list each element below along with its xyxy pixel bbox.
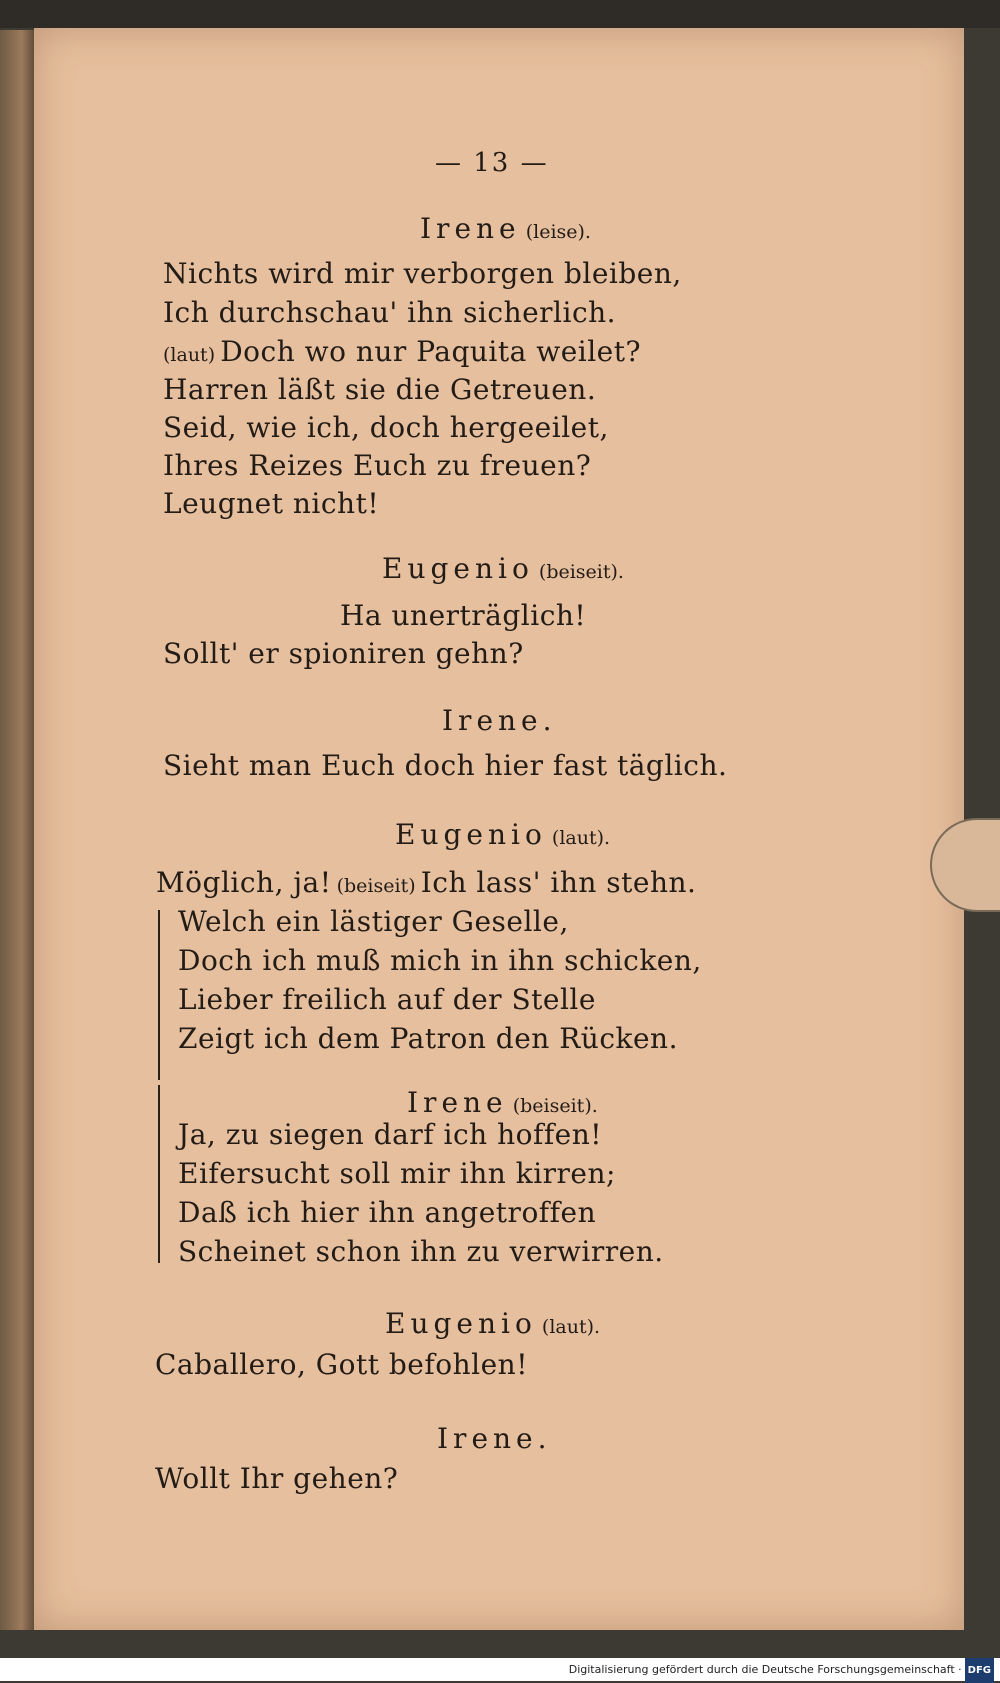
speaker-heading bbox=[395, 818, 610, 851]
verse-line: Doch ich muß mich in ihn schicken, bbox=[178, 944, 702, 977]
verse-line: Nichts wird mir verborgen bleiben, bbox=[163, 257, 682, 290]
verse-line: Seid, wie ich, doch hergeeilet, bbox=[163, 411, 609, 444]
verse-line: Daß ich hier ihn angetroffen bbox=[178, 1196, 597, 1229]
stage-direction: (laut). bbox=[551, 827, 611, 849]
verse-line-with-direction bbox=[156, 866, 696, 899]
verse-line: Welch ein lästiger Geselle, bbox=[178, 905, 569, 938]
verse-line: Harren läßt sie die Getreuen. bbox=[163, 373, 597, 406]
verse-line: Sollt' er spioniren gehn? bbox=[163, 637, 524, 670]
stage-direction: (leise). bbox=[525, 221, 591, 243]
speaker-name: Irene bbox=[407, 1086, 508, 1119]
speaker-heading bbox=[382, 552, 624, 585]
verse-line: Lieber freilich auf der Stelle bbox=[178, 983, 596, 1016]
verse-line: Ha unerträglich! bbox=[340, 599, 587, 632]
speaker-heading bbox=[442, 704, 557, 737]
digitization-footer bbox=[0, 1658, 1000, 1681]
scan-top-edge bbox=[0, 0, 1000, 28]
inline-direction: (beiseit) bbox=[336, 875, 416, 897]
stage-direction: (laut). bbox=[541, 1316, 601, 1338]
verse-line: Eifersucht soll mir ihn kirren; bbox=[178, 1157, 616, 1190]
footer-credit: Digitalisierung gefördert durch die Deutsche Forschungsgemeinschaft · bbox=[568, 1663, 962, 1676]
inline-direction: (laut) bbox=[163, 344, 216, 366]
verse-text: Doch wo nur Paquita weilet? bbox=[220, 335, 642, 368]
speaker-heading bbox=[420, 212, 591, 245]
stage-direction: (beiseit). bbox=[538, 561, 624, 583]
duet-bracket bbox=[158, 1085, 168, 1263]
verse-line: Zeigt ich dem Patron den Rücken. bbox=[178, 1022, 678, 1055]
speaker-name: Irene bbox=[420, 212, 521, 245]
verse-line: Ich durchschau' ihn sicherlich. bbox=[163, 296, 617, 329]
verse-line: Caballero, Gott befohlen! bbox=[155, 1348, 528, 1381]
dfg-logo: DFG bbox=[965, 1658, 994, 1683]
heading-period: . bbox=[537, 1422, 552, 1455]
speaker-name: Eugenio bbox=[382, 552, 534, 585]
verse-line: Scheinet schon ihn zu verwirren. bbox=[178, 1235, 664, 1268]
speaker-name: Irene bbox=[437, 1422, 538, 1455]
speaker-name: Eugenio bbox=[385, 1307, 537, 1340]
duet-bracket bbox=[158, 910, 168, 1080]
stage-direction: (beiseit). bbox=[512, 1095, 598, 1117]
verse-line-with-direction bbox=[163, 335, 641, 368]
verse-line: Ihres Reizes Euch zu freuen? bbox=[163, 449, 592, 482]
speaker-name: Irene bbox=[442, 704, 543, 737]
heading-period: . bbox=[542, 704, 557, 737]
adjacent-page-edge bbox=[0, 30, 36, 1630]
speaker-heading bbox=[385, 1307, 600, 1340]
verse-text: Ich lass' ihn stehn. bbox=[420, 866, 697, 899]
verse-text: Möglich, ja! bbox=[156, 866, 332, 899]
speaker-name: Eugenio bbox=[395, 818, 547, 851]
verse-line: Ja, zu siegen darf ich hoffen! bbox=[178, 1118, 603, 1151]
speaker-heading bbox=[437, 1422, 552, 1455]
page-number: — 13 — bbox=[435, 148, 549, 178]
verse-line: Leugnet nicht! bbox=[163, 487, 380, 520]
speaker-heading bbox=[407, 1086, 598, 1119]
verse-line: Wollt Ihr gehen? bbox=[155, 1462, 399, 1495]
verse-line: Sieht man Euch doch hier fast täglich. bbox=[163, 749, 728, 782]
